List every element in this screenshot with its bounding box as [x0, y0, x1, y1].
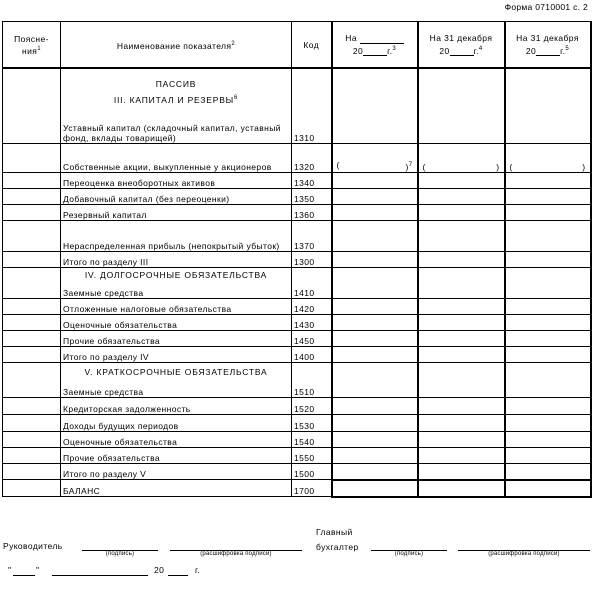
value-cell[interactable] [505, 252, 591, 268]
chief-signature-caption: (подпись) [394, 551, 424, 557]
table-row [3, 398, 591, 415]
value-cell[interactable] [505, 299, 591, 315]
value-cell[interactable] [505, 464, 591, 480]
value-cell[interactable] [505, 432, 591, 448]
table-row [3, 464, 591, 480]
value-cell[interactable]: ( )$^7$ [332, 144, 418, 173]
row-code: 1450 [292, 331, 332, 347]
value-cell[interactable] [505, 205, 591, 221]
value-cell[interactable] [505, 448, 591, 464]
row-code: 1700 [292, 480, 332, 497]
notes-cell[interactable] [3, 299, 61, 315]
value-cell[interactable] [332, 363, 418, 398]
value-cell[interactable] [505, 221, 591, 252]
row-label: Оценочные обязательства [61, 315, 292, 331]
date-month-line[interactable] [52, 575, 148, 576]
value-cell[interactable] [332, 464, 418, 480]
row-label: Доходы будущих периодов [61, 415, 292, 432]
head-decode-caption: (расшифровка подписи) [200, 551, 272, 557]
date-quote-close: " [36, 565, 40, 575]
value-cell[interactable] [418, 205, 505, 221]
section-4-title: IV. ДОЛГОСРОЧНЫЕ ОБЯЗАТЕЛЬСТВА [84, 270, 268, 280]
row-label: Итого по разделу IV [61, 347, 292, 363]
value-cell[interactable] [418, 415, 505, 432]
notes-cell[interactable] [3, 205, 61, 221]
notes-cell[interactable] [3, 68, 61, 144]
notes-cell[interactable] [3, 268, 61, 299]
notes-cell[interactable] [3, 189, 61, 205]
row-name [61, 268, 292, 299]
value-cell[interactable] [505, 268, 591, 299]
table-row [3, 448, 591, 464]
row-name [61, 363, 292, 398]
value-cell[interactable] [332, 480, 418, 497]
row-label: Нераспределенная прибыль (непокрытый убыток) [61, 221, 292, 252]
head-label: Руководитель [3, 541, 63, 551]
row-label: Собственные акции, выкупленные у акционеров [61, 144, 292, 173]
row-label: Прочие обязательства [61, 331, 292, 347]
value-cell[interactable] [332, 415, 418, 432]
row-label: Добавочный капитал (без переоценки) [61, 189, 292, 205]
row-code: 1510 [292, 363, 332, 398]
header-notes: Поясне-ния$^1$ [3, 22, 61, 69]
notes-cell[interactable] [3, 432, 61, 448]
header-period-2: На 31 декабря 20 г.$^4$ [418, 22, 505, 69]
row-code: 1520 [292, 398, 332, 415]
value-cell[interactable] [332, 398, 418, 415]
table-row [3, 144, 591, 173]
row-label: Итого по разделу III [61, 252, 292, 268]
row-code: 1340 [292, 173, 332, 189]
notes-cell[interactable] [3, 347, 61, 363]
value-cell[interactable] [418, 363, 505, 398]
balance-table [2, 21, 592, 498]
row-label: Кредиторская задолженность [61, 398, 292, 415]
value-cell[interactable] [418, 347, 505, 363]
row-code: 1500 [292, 464, 332, 480]
row-label: Оценочные обязательства [61, 432, 292, 448]
value-cell[interactable] [332, 432, 418, 448]
value-cell[interactable] [332, 221, 418, 252]
row-code: 1350 [292, 189, 332, 205]
row-code: 1320 [292, 144, 332, 173]
notes-cell[interactable] [3, 144, 61, 173]
value-cell[interactable] [505, 68, 591, 144]
table-row [3, 415, 591, 432]
header-code: Код [292, 22, 332, 69]
value-cell[interactable] [332, 189, 418, 205]
table-header-row [3, 22, 591, 69]
value-cell[interactable] [332, 173, 418, 189]
row-code: 1530 [292, 415, 332, 432]
row-label: Уставный капитал (складочный капитал, уставный фонд, вклады товарищей) [63, 123, 281, 143]
value-cell[interactable] [332, 205, 418, 221]
value-cell[interactable] [505, 347, 591, 363]
row-label: Заемные средства [63, 288, 144, 298]
value-cell[interactable] [332, 331, 418, 347]
value-cell[interactable] [418, 268, 505, 299]
value-cell[interactable] [505, 173, 591, 189]
value-cell[interactable] [505, 480, 591, 497]
row-code: 1370 [292, 221, 332, 252]
table-row [3, 363, 591, 398]
table-row [3, 205, 591, 221]
table-row [3, 221, 591, 252]
date-year-line[interactable] [168, 575, 188, 576]
row-label: Заемные средства [63, 387, 144, 397]
value-cell[interactable] [332, 252, 418, 268]
value-cell[interactable] [418, 448, 505, 464]
value-cell[interactable] [505, 398, 591, 415]
value-cell[interactable] [332, 299, 418, 315]
value-cell[interactable] [505, 315, 591, 331]
row-code: 1410 [292, 268, 332, 299]
value-cell[interactable] [505, 415, 591, 432]
value-cell[interactable] [505, 363, 591, 398]
value-cell[interactable] [505, 189, 591, 205]
notes-cell[interactable] [3, 398, 61, 415]
row-code: 1360 [292, 205, 332, 221]
date-year-prefix: 20 [154, 565, 165, 575]
value-cell[interactable] [418, 432, 505, 448]
value-cell[interactable] [418, 173, 505, 189]
row-code: 1310 [292, 68, 332, 144]
table-row [3, 432, 591, 448]
notes-cell[interactable] [3, 221, 61, 252]
table-row [3, 189, 591, 205]
row-label: Отложенные налоговые обязательства [61, 299, 292, 315]
section-3-title: III. КАПИТАЛ И РЕЗЕРВЫ$^6$ [113, 95, 239, 105]
table-row [3, 299, 591, 315]
table-row [3, 347, 591, 363]
table-row [3, 315, 591, 331]
table-row [3, 331, 591, 347]
table-row [3, 252, 591, 268]
value-cell[interactable]: ( ) [418, 144, 505, 173]
date-year-suffix: г. [195, 565, 201, 575]
value-cell[interactable] [418, 464, 505, 480]
notes-cell[interactable] [3, 363, 61, 398]
table-row [3, 480, 591, 497]
head-signature-caption: (подпись) [105, 551, 135, 557]
value-cell[interactable] [332, 268, 418, 299]
chief-label-2: бухгалтер [316, 542, 359, 552]
row-code: 1420 [292, 299, 332, 315]
value-cell[interactable] [332, 347, 418, 363]
value-cell[interactable] [418, 221, 505, 252]
value-cell[interactable] [418, 68, 505, 144]
notes-cell[interactable] [3, 173, 61, 189]
date-quote-open: " [8, 565, 12, 575]
row-code: 1540 [292, 432, 332, 448]
row-code: 1300 [292, 252, 332, 268]
table-row [3, 68, 591, 144]
header-name: Наименование показателя$^2$ [61, 22, 292, 69]
row-label: Прочие обязательства [61, 448, 292, 464]
notes-cell[interactable] [3, 331, 61, 347]
value-cell[interactable] [418, 480, 505, 497]
value-cell[interactable] [418, 252, 505, 268]
row-code: 1430 [292, 315, 332, 331]
value-cell[interactable] [332, 448, 418, 464]
form-code: Форма 0710001 с. 2 [504, 2, 588, 12]
value-cell[interactable] [418, 398, 505, 415]
value-cell[interactable] [505, 331, 591, 347]
header-period-3: На 31 декабря 20 г.$^5$ [505, 22, 591, 69]
notes-cell[interactable] [3, 315, 61, 331]
value-cell[interactable] [332, 68, 418, 144]
value-cell[interactable] [418, 189, 505, 205]
value-cell[interactable]: ( ) [505, 144, 591, 173]
passive-title: ПАССИВ [155, 79, 197, 90]
row-label: Переоценка внеоборотных активов [61, 173, 292, 189]
notes-cell[interactable] [3, 464, 61, 480]
row-label: Резервный капитал [61, 205, 292, 221]
value-cell[interactable] [418, 299, 505, 315]
section-5-title: V. КРАТКОСРОЧНЫЕ ОБЯЗАТЕЛЬСТВА [84, 367, 268, 377]
chief-label-1: Главный [316, 527, 353, 537]
value-cell[interactable] [418, 331, 505, 347]
header-period-1: На 20 г.$^3$ [332, 22, 418, 69]
row-code: 1400 [292, 347, 332, 363]
table-row [3, 268, 591, 299]
row-code: 1550 [292, 448, 332, 464]
value-cell[interactable] [418, 315, 505, 331]
notes-cell[interactable] [3, 448, 61, 464]
chief-decode-caption: (расшифровка подписи) [488, 551, 560, 557]
notes-cell[interactable] [3, 415, 61, 432]
notes-cell[interactable] [3, 252, 61, 268]
row-label: Итого по разделу V [61, 464, 292, 480]
table-row [3, 173, 591, 189]
date-day-line[interactable] [13, 575, 35, 576]
value-cell[interactable] [332, 315, 418, 331]
row-name [61, 68, 292, 144]
row-label: БАЛАНС [61, 480, 292, 497]
notes-cell[interactable] [3, 480, 61, 497]
